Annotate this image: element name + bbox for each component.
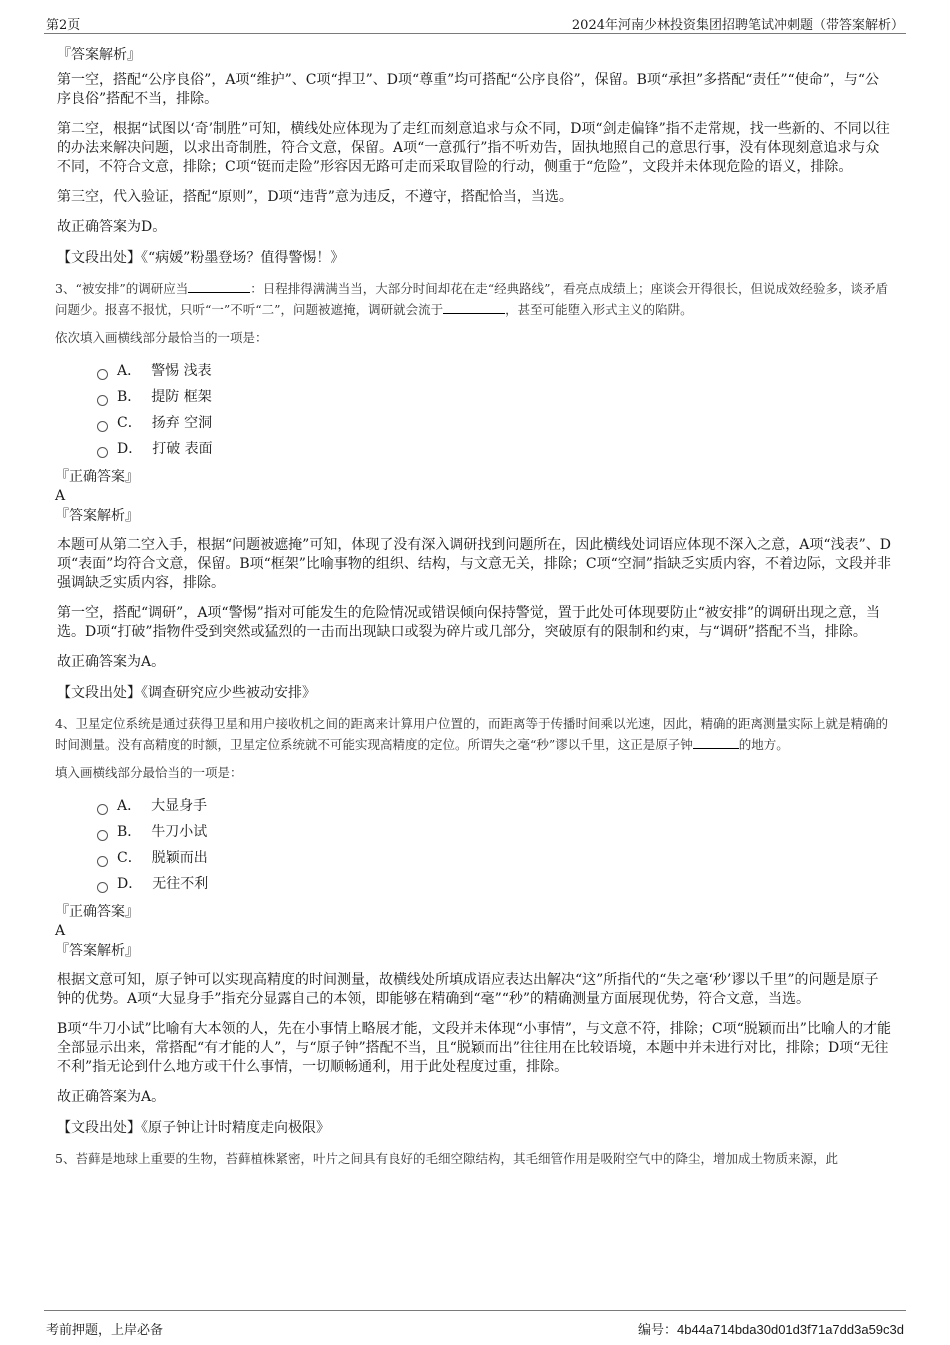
analysis-paragraph: 故正确答案为A。 [57, 654, 166, 670]
radio-icon[interactable] [97, 856, 108, 867]
question-4-text: 4、卫星定位系统是通过获得卫星和用户接收机之间的距离来计算用户位置的，而距离等于传播时间乘以光速，因此，精确的距离测量实际上就是精确的时间测量。没有高精度的时额，卫星定位系统就不可能实现高精度的定位。所谓失之毫“秒”谬以千里，这正是原子钟 的地方。 [55, 716, 888, 752]
page-header [0, 0, 950, 34]
question-instruction: 依次填入画横线部分最恰当的一项是： [55, 330, 268, 345]
correct-answer: A [55, 488, 66, 504]
source-citation: 【文段出处】《调查研究应少些被动安排》 [57, 685, 316, 701]
radio-icon[interactable] [97, 804, 108, 815]
analysis-paragraph: 故正确答案为A。 [57, 1089, 166, 1105]
document-title: 2024年河南少林投资集团招聘笔试冲刺题（带答案解析） [571, 18, 904, 33]
answer-analysis-label: 『答案解析』 [55, 943, 139, 959]
option-c[interactable]: C． 脱颖而出 [97, 845, 892, 871]
answer-analysis-label: 『答案解析』 [55, 508, 139, 524]
question-3-text: 3、“被安排”的调研应当 ：日程排得满满当当，大部分时间却花在走“经典路线”，看亮点成绩上；座谈会开得很长，但说成效经验多，谈矛盾问题少。报喜不报忧，只听“一”不听“二”，问题被遮掩，调研就会流于 ，甚至可能堕入形式主义的陷阱。 [55, 281, 889, 317]
footer-slogan: 考前押题，上岸必备 [46, 1323, 164, 1338]
option-b[interactable]: B． 提防 框架 [97, 384, 892, 410]
radio-icon[interactable] [97, 369, 108, 380]
analysis-paragraph: 故正确答案为D。 [57, 219, 167, 235]
question-3-options [97, 358, 892, 462]
answer-analysis-label: 『答案解析』 [57, 47, 141, 63]
radio-icon[interactable] [97, 882, 108, 893]
document-body [57, 45, 892, 1297]
radio-icon[interactable] [97, 447, 108, 458]
analysis-paragraph: 第一空，搭配“调研”，A项“警惕”指对可能发生的危险情况或错误倾向保持警觉，置于此处可体现要防止“被安排”的调研出现之意，当选。D项“打破”指物件受到突然或猛烈的一击而出现缺口或裂为碎片或几部分，突破原有的限制和约束，与“调研”搭配不当，排除。 [57, 605, 881, 640]
analysis-paragraph: 第一空，搭配“公序良俗”，A项“维护”、C项“捍卫”、D项“尊重”均可搭配“公序良俗”，保留。B项“承担”多搭配“责任”“使命”，与“公序良俗”搭配不当，排除。 [57, 72, 880, 107]
analysis-paragraph: 根据文意可知，原子钟可以实现高精度的时间测量，故横线处所填成语应表达出解决“这”所指代的“失之毫‘秒’谬以千里”的问题是原子钟的优势。A项“大显身手”指充分显露自己的本领，即能够在精确到“毫”“秒”的精确测量方面展现优势，符合文意，当选。 [57, 972, 879, 1007]
option-b[interactable]: B． 牛刀小试 [97, 819, 892, 845]
radio-icon[interactable] [97, 421, 108, 432]
option-a[interactable]: A． 警惕 浅表 [97, 358, 892, 384]
page-footer [0, 1305, 950, 1345]
fill-blank [443, 301, 505, 314]
analysis-paragraph: B项“牛刀小试”比喻有大本领的人，先在小事情上略展才能，文段并未体现“小事情”，与文意不符，排除；C项“脱颖而出”比喻人的才能全部显示出来，常搭配“有才能的人”，与“原子钟”搭配不当，且“脱颖而出”往往用在比较语境，本题中并未进行对比，排除；D项“无往不利”指无论到什么地方或干什么事情，一切顺畅通利，用于此处程度过重，排除。 [57, 1021, 891, 1075]
fill-blank [693, 736, 739, 749]
option-d[interactable]: D． 打破 表面 [97, 436, 892, 462]
correct-answer-label: 『正确答案』 [55, 904, 139, 920]
analysis-paragraph: 第三空，代入验证，搭配“原则”，D项“违背”意为违反，不遵守，搭配恰当，当选。 [57, 189, 573, 205]
radio-icon[interactable] [97, 830, 108, 841]
source-citation: 【文段出处】《原子钟让计时精度走向极限》 [57, 1120, 330, 1136]
option-d[interactable]: D． 无往不利 [97, 871, 892, 897]
question-instruction: 填入画横线部分最恰当的一项是： [55, 765, 243, 780]
option-c[interactable]: C． 扬弃 空洞 [97, 410, 892, 436]
question-5-text: 5、苔藓是地球上重要的生物，苔藓植株紧密，叶片之间具有良好的毛细空隙结构，其毛细管作用是吸附空气中的降尘，增加成土物质来源，此 [55, 1151, 838, 1166]
option-a[interactable]: A． 大显身手 [97, 793, 892, 819]
analysis-paragraph: 本题可从第二空入手，根据“问题被遮掩”可知，体现了没有深入调研找到问题所在，因此横线处词语应体现不深入之意，A项“浅表”、D项“表面”均符合文意，保留。B项“框架”比喻事物的组织、结构，与文意无关，排除；C项“空洞”指缺乏实质内容，不着边际，文段并非强调缺乏实质内容，排除。 [57, 537, 891, 591]
correct-answer: A [55, 923, 66, 939]
radio-icon[interactable] [97, 395, 108, 406]
footer-divider [44, 1310, 906, 1311]
analysis-paragraph: 第二空，根据“试图以‘奇’制胜”可知，横线处应体现为了走红而刻意追求与众不同，D项“剑走偏锋”指不走常规，找一些新的、不同以往的办法来解决问题，以求出奇制胜，符合文意，保留。A项“一意孤行”指不听劝告，固执地照自己的意思行事，没有体现刻意追求与众不同，不符合文意，排除；C项“铤而走险”形容因无路可走而采取冒险的行动，侧重于“危险”，文段并未体现危险的语义，排除。 [57, 121, 890, 175]
correct-answer-label: 『正确答案』 [55, 469, 139, 485]
header-divider [44, 33, 906, 34]
source-citation: 【文段出处】《“病媛”粉墨登场？值得警惕！》 [57, 250, 345, 266]
document-code: 编号：4b44a714bda30d01d3f71a7dd3a59c3d [637, 1322, 904, 1338]
fill-blank [188, 280, 250, 293]
question-4-options [97, 793, 892, 897]
page-number: 第2页 [46, 18, 81, 33]
